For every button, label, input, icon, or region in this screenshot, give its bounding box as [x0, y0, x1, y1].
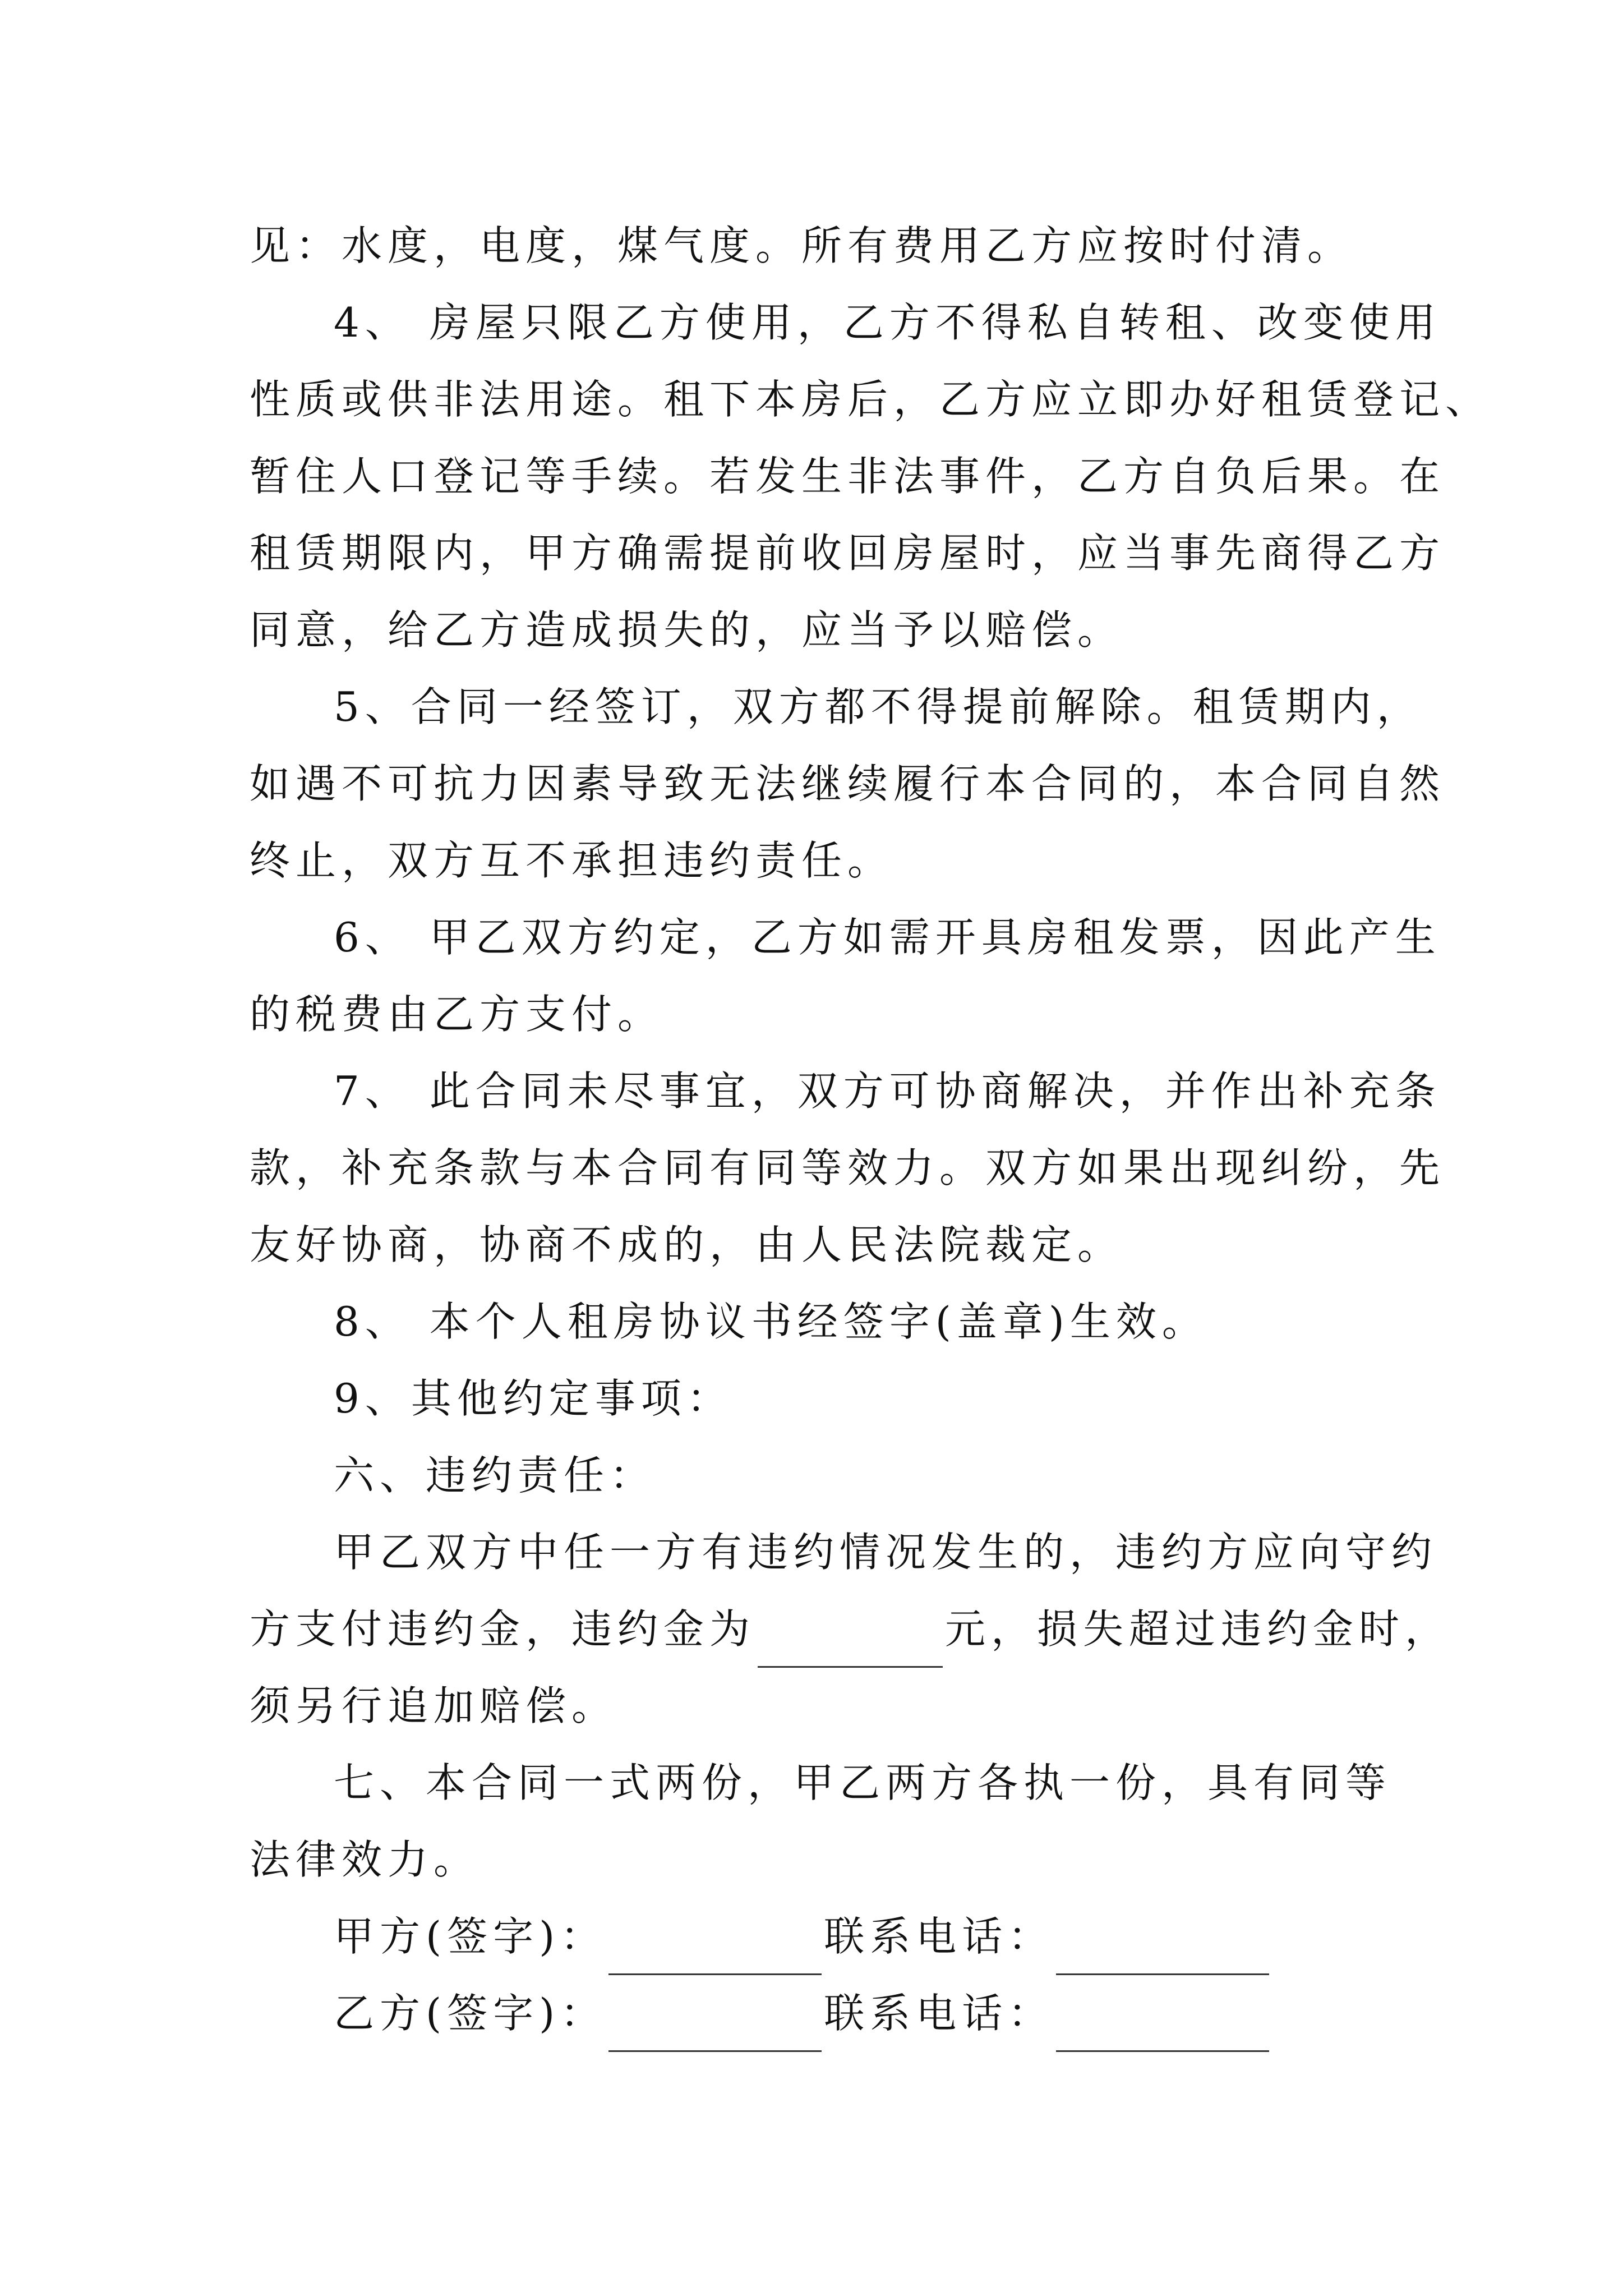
text-line: 友好协商，协商不成的，由人民法院裁定。: [250, 1221, 1124, 1268]
party-a-signature-blank[interactable]: [608, 1923, 822, 1975]
text-line: 同意，给乙方造成损失的，应当予以赔偿。: [250, 606, 1124, 654]
section-heading-breach: 六、违约责任：: [334, 1452, 656, 1499]
text-line: 性质或供非法用途。租下本房后，乙方应立即办好租赁登记、: [250, 376, 1492, 423]
clause-8: 8、 本个人租房协议书经签字(盖章)生效。: [334, 1298, 1208, 1345]
penalty-prefix: 方支付违约金，违约金为: [250, 1605, 756, 1653]
text-line: 法律效力。: [250, 1836, 480, 1883]
clause-9: 9、其他约定事项：: [334, 1375, 733, 1422]
clause-7: 7、 此合同未尽事宜，双方可协商解决，并作出补充条: [334, 1068, 1441, 1115]
text-line: 款，补充条款与本合同有同等效力。双方如果出现纠纷，先: [250, 1144, 1446, 1191]
party-b-phone-label: 联系电话：: [824, 1990, 1054, 2037]
clause-5: 5、合同一经签订，双方都不得提前解除。租赁期内，: [334, 683, 1423, 730]
document-page: [250, 208, 1492, 2052]
party-a-phone-label: 联系电话：: [824, 1913, 1054, 1960]
party-a-phone-blank[interactable]: [1056, 1923, 1269, 1975]
text-line: 见：水度，电度，煤气度。所有费用乙方应按时付清。: [250, 222, 1354, 269]
section-copies: 七、本合同一式两份，甲乙两方各执一份，具有同等: [334, 1759, 1392, 1806]
text-line: 终止，双方互不承担违约责任。: [250, 837, 894, 884]
party-b-signature-row: [250, 1975, 1388, 2052]
penalty-suffix: 元，损失超过违约金时，: [945, 1605, 1451, 1653]
party-b-phone-blank[interactable]: [1056, 2000, 1269, 2052]
party-a-signature-row: [250, 1898, 1388, 1975]
text-line: 的税费由乙方支付。: [250, 991, 664, 1038]
text-line: 租赁期限内，甲方确需提前收回房屋时，应当事先商得乙方: [250, 530, 1446, 577]
party-b-signature-blank[interactable]: [608, 2000, 822, 2052]
clause-4: 4、 房屋只限乙方使用，乙方不得私自转租、改变使用: [334, 299, 1441, 346]
penalty-line: [250, 1591, 1451, 1668]
party-a-label: 甲方(签字)：: [334, 1913, 607, 1960]
text-line: 暂住人口登记等手续。若发生非法事件，乙方自负后果。在: [250, 453, 1446, 500]
text-line: 须另行追加赔偿。: [250, 1682, 618, 1729]
penalty-amount-blank[interactable]: [758, 1616, 943, 1668]
breach-paragraph: 甲乙双方中任一方有违约情况发生的，违约方应向守约: [334, 1529, 1438, 1576]
party-b-label: 乙方(签字)：: [334, 1990, 607, 2037]
text-line: 如遇不可抗力因素导致无法继续履行本合同的，本合同自然: [250, 760, 1446, 807]
clause-6: 6、 甲乙双方约定，乙方如需开具房租发票，因此产生: [334, 914, 1441, 961]
